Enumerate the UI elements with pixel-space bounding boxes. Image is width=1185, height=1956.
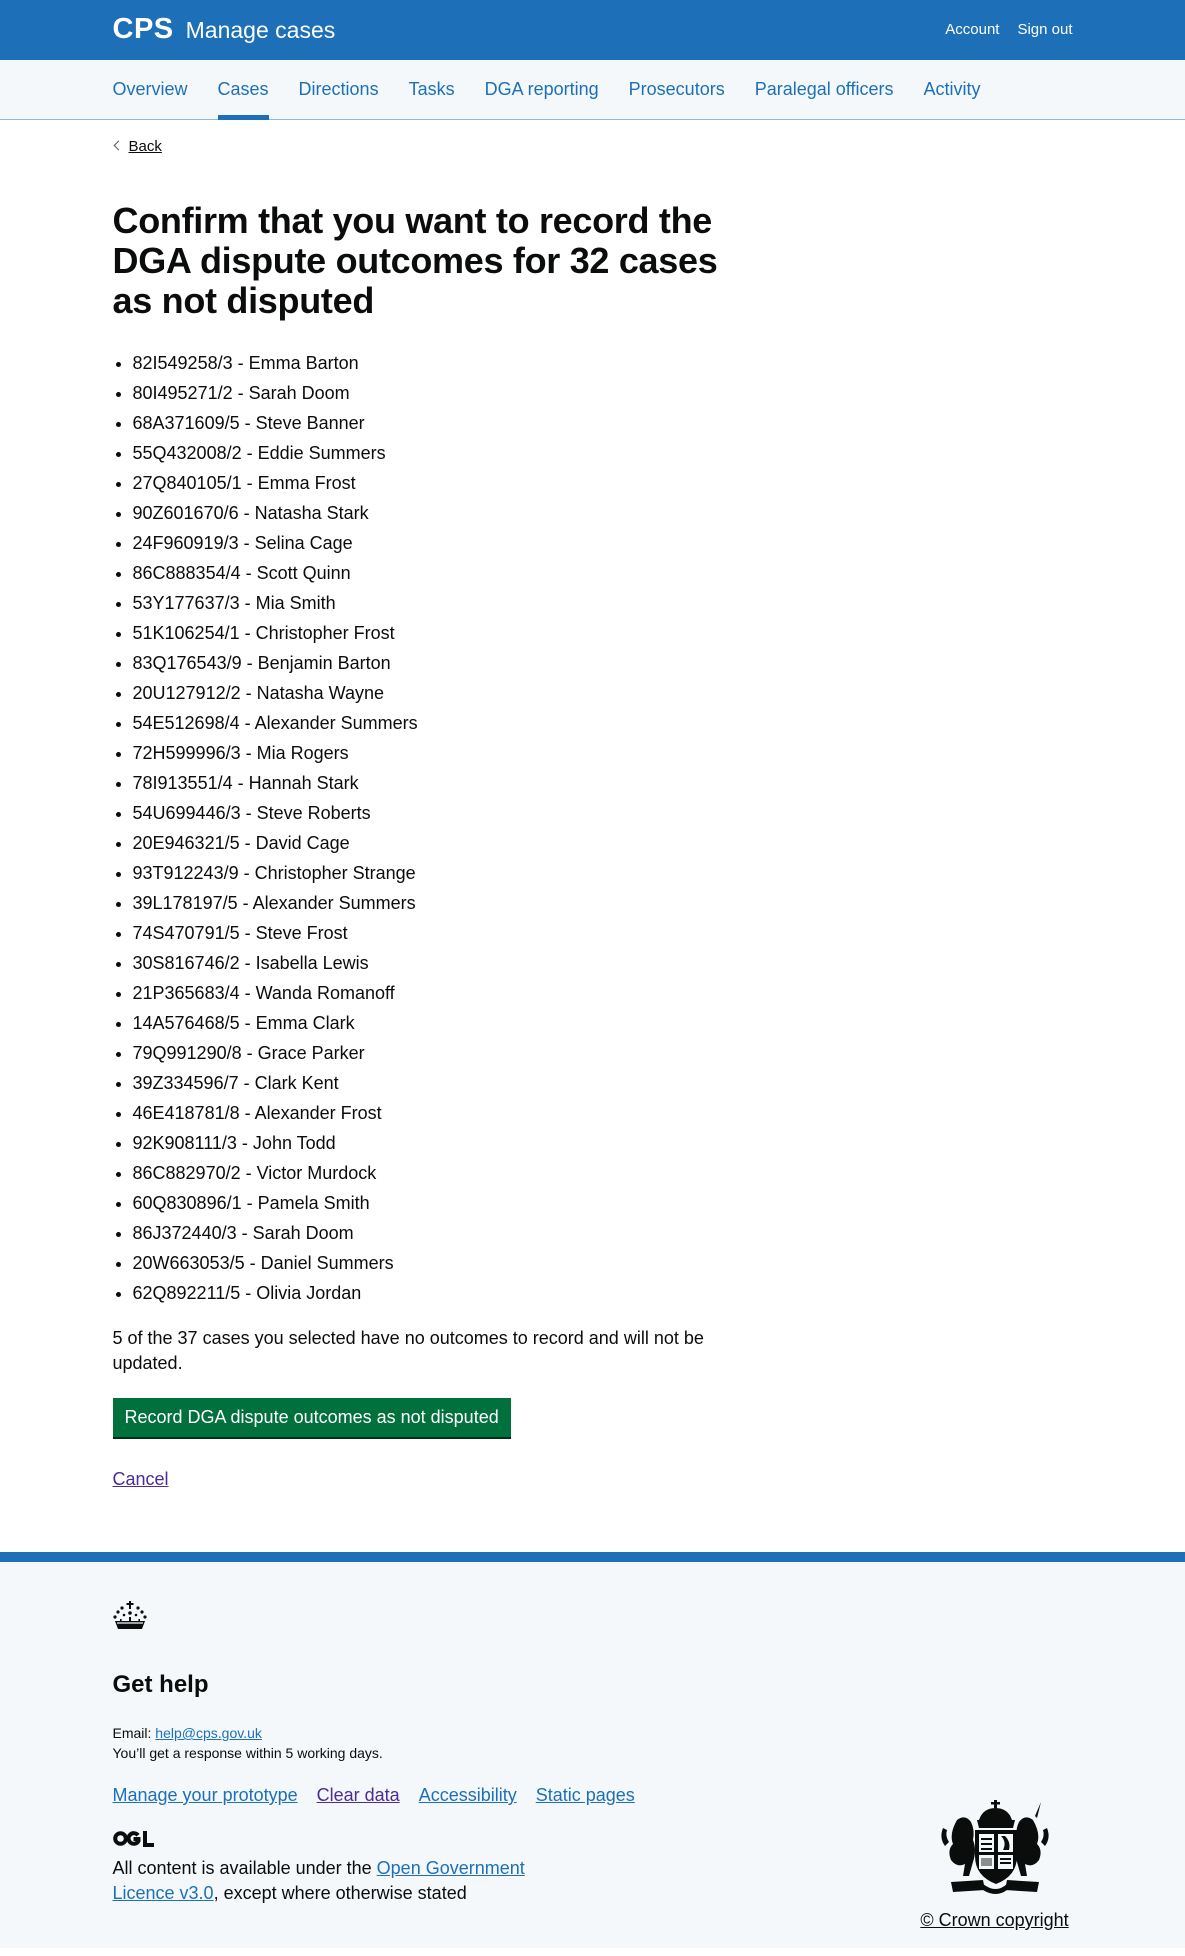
- email-label: Email:: [112, 1725, 156, 1741]
- nav-item-prosecutors[interactable]: Prosecutors: [628, 79, 725, 99]
- case-list-item: • 83Q176543/9 - Benjamin Barton: [133, 651, 1073, 676]
- get-help-heading: Get help: [112, 1671, 209, 1698]
- case-list-item: • 39L178197/5 - Alexander Summers: [133, 891, 1073, 916]
- manage-prototype-link[interactable]: Manage your prototype: [112, 1785, 298, 1805]
- cancel-link[interactable]: Cancel: [112, 1469, 169, 1489]
- static-pages-link[interactable]: Static pages: [535, 1785, 635, 1805]
- chevron-left-icon: [113, 141, 123, 151]
- case-list-item: • 86C888354/4 - Scott Quinn: [133, 561, 1073, 586]
- case-list-item: • 51K106254/1 - Christopher Frost: [133, 621, 1073, 646]
- case-list-item: • 20E946321/5 - David Cage: [133, 831, 1073, 856]
- case-list-item: • 93T912243/9 - Christopher Strange: [133, 861, 1073, 886]
- sign-out-link[interactable]: Sign out: [1017, 20, 1073, 38]
- case-list-item: • 62Q892211/5 - Olivia Jordan: [133, 1281, 1073, 1306]
- nav-item-tasks[interactable]: Tasks: [408, 79, 455, 99]
- crown-copyright-link[interactable]: © Crown copyright: [920, 1910, 1069, 1930]
- nav-item-overview[interactable]: Overview: [112, 79, 188, 99]
- case-list-item: • 79Q991290/8 - Grace Parker: [133, 1041, 1073, 1066]
- case-list-item: • 54E512698/4 - Alexander Summers: [133, 711, 1073, 736]
- site-footer: [0, 1552, 1185, 1948]
- account-link[interactable]: Account: [945, 20, 1000, 38]
- case-list-item: • 90Z601670/6 - Natasha Stark: [133, 501, 1073, 526]
- case-list-item: • 86J372440/3 - Sarah Doom: [133, 1221, 1073, 1246]
- case-list-item: • 74S470791/5 - Steve Frost: [133, 921, 1073, 946]
- licence-suffix: , except where otherwise stated: [213, 1883, 467, 1903]
- help-email-line: [113, 1723, 1073, 1743]
- case-list-item: • 20U127912/2 - Natasha Wayne: [133, 681, 1073, 706]
- nav-item-paralegal-officers[interactable]: Paralegal officers: [754, 79, 894, 99]
- case-list-item: • 72H599996/3 - Mia Rogers: [133, 741, 1073, 766]
- case-list-item: • 86C882970/2 - Victor Murdock: [133, 1161, 1073, 1186]
- main-content: [0, 120, 1185, 1552]
- account-nav: [945, 21, 1072, 38]
- royal-coat-of-arms-icon: [937, 1798, 1055, 1902]
- primary-navigation: [0, 60, 1185, 120]
- case-list-item: • 21P365683/4 - Wanda Romanoff: [133, 981, 1073, 1006]
- response-time-note: You’ll get a response within 5 working days.: [112, 1745, 383, 1761]
- case-list-item: • 20W663053/5 - Daniel Summers: [133, 1251, 1073, 1276]
- nav-item-activity[interactable]: Activity: [923, 79, 981, 99]
- case-list-item: • 78I913551/4 - Hannah Stark: [133, 771, 1073, 796]
- nav-item-directions[interactable]: Directions: [298, 79, 379, 99]
- ogl-licence-link[interactable]: Open Government Licence v3.0: [112, 1858, 525, 1903]
- service-name: Manage cases: [185, 16, 336, 43]
- licence-text: [113, 1856, 553, 1906]
- site-header: [0, 0, 1185, 60]
- record-not-disputed-button[interactable]: Record DGA dispute outcomes as not disputed: [113, 1398, 511, 1437]
- case-list-item: • 27Q840105/1 - Emma Frost: [133, 471, 1073, 496]
- case-list-item: • 55Q432008/2 - Eddie Summers: [133, 441, 1073, 466]
- excluded-cases-note: 5 of the 37 cases you selected have no outcomes to record and will not be updated.: [112, 1328, 704, 1373]
- crown-icon: [113, 1600, 147, 1632]
- cps-logo: CPS: [112, 12, 174, 45]
- page-title: Confirm that you want to record the DGA dispute outcomes for 32 cases as not disputed: [112, 200, 718, 321]
- clear-data-link[interactable]: Clear data: [316, 1785, 400, 1805]
- case-list-item: • 39Z334596/7 - Clark Kent: [133, 1071, 1073, 1096]
- accessibility-link[interactable]: Accessibility: [418, 1785, 517, 1805]
- case-list-item: • 60Q830896/1 - Pamela Smith: [133, 1191, 1073, 1216]
- case-list-item: • 24F960919/3 - Selina Cage: [133, 531, 1073, 556]
- case-list-item: • 53Y177637/3 - Mia Smith: [133, 591, 1073, 616]
- case-list-item: • 54U699446/3 - Steve Roberts: [133, 801, 1073, 826]
- back-link[interactable]: [113, 138, 162, 155]
- royal-crest-block: [917, 1798, 1073, 1931]
- case-list-item: • 92K908111/3 - John Todd: [133, 1131, 1073, 1156]
- case-list-item: • 14A576468/5 - Emma Clark: [133, 1011, 1073, 1036]
- case-list-item: • 82I549258/3 - Emma Barton: [133, 351, 1073, 376]
- case-list: [113, 351, 1073, 1306]
- nav-item-cases[interactable]: Cases: [218, 60, 269, 119]
- ogl-logo-icon: [113, 1830, 154, 1847]
- case-list-item: • 30S816746/2 - Isabella Lewis: [133, 951, 1073, 976]
- back-link-label: Back: [128, 138, 162, 155]
- service-home-link[interactable]: [113, 13, 336, 46]
- case-list-item: • 80I495271/2 - Sarah Doom: [133, 381, 1073, 406]
- case-list-item: • 46E418781/8 - Alexander Frost: [133, 1101, 1073, 1126]
- help-email-link[interactable]: help@cps.gov.uk: [155, 1725, 262, 1741]
- nav-item-dga-reporting[interactable]: DGA reporting: [484, 79, 599, 99]
- licence-prefix: All content is available under the: [112, 1858, 377, 1878]
- case-list-item: • 68A371609/5 - Steve Banner: [133, 411, 1073, 436]
